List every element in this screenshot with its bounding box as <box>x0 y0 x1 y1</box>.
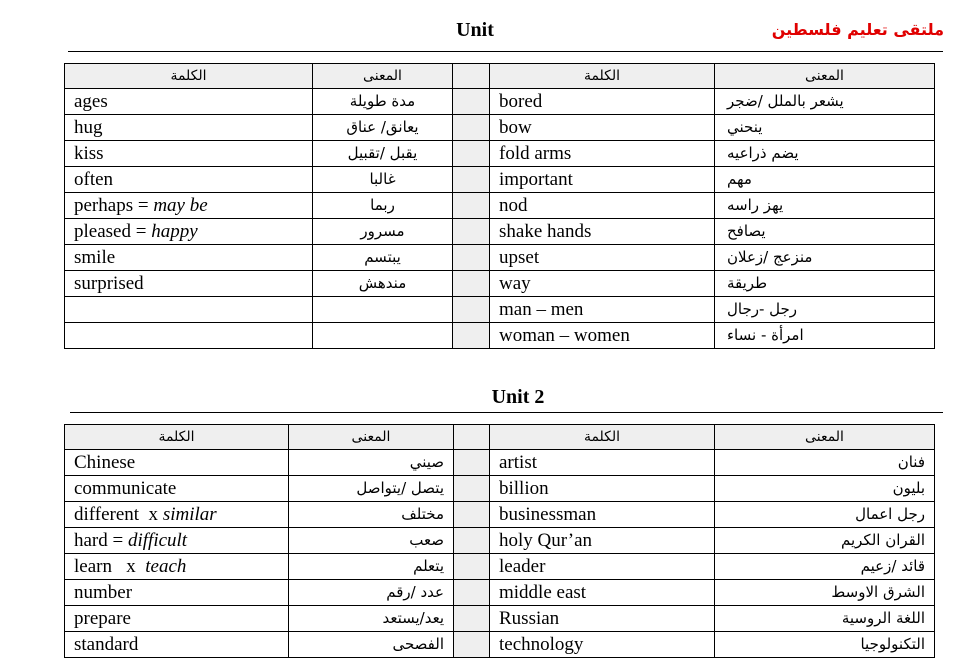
word-cell <box>65 580 289 606</box>
word-cell <box>65 450 289 476</box>
meaning-text: مختلف <box>401 505 444 523</box>
unit2-title: Unit 2 <box>491 386 545 408</box>
word-cell <box>490 271 715 297</box>
word-text: standard <box>74 634 139 655</box>
meaning-cell <box>715 528 935 554</box>
meaning-cell <box>715 193 935 219</box>
word-cell <box>65 219 313 245</box>
meaning-text: يهز راسه <box>727 196 784 214</box>
meaning-cell <box>313 219 453 245</box>
word-text: pleased = <box>74 221 152 242</box>
word-cell <box>65 245 313 271</box>
meaning-text: بليون <box>892 479 925 497</box>
meaning-cell <box>715 89 935 115</box>
meaning-text: امرأة - نساء <box>727 326 804 344</box>
meaning-text: يتعلم <box>413 557 444 575</box>
word-text: way <box>499 273 531 294</box>
table-header-row <box>65 64 935 89</box>
meaning-text: مهم <box>727 170 752 188</box>
meaning-text: ربما <box>370 196 395 214</box>
meaning-text: مسرور <box>360 222 405 240</box>
word-text: smile <box>74 247 116 268</box>
meaning-cell <box>715 476 935 502</box>
word-text: learn x <box>74 556 146 577</box>
meaning-text: الشرق الاوسط <box>831 583 925 601</box>
column-header-word: الكلمة <box>65 425 289 450</box>
word-cell <box>65 476 289 502</box>
word-text: businessman <box>499 504 597 525</box>
meaning-text: منزعج /زعلان <box>727 248 813 266</box>
table-row <box>65 167 935 193</box>
site-name: ملتقى تعليم فلسطين <box>771 20 944 39</box>
word-text: often <box>74 169 114 190</box>
meaning-text: فنان <box>897 453 925 471</box>
meaning-cell <box>313 115 453 141</box>
meaning-cell <box>313 323 453 349</box>
meaning-cell <box>313 271 453 297</box>
word-text: surprised <box>74 273 144 294</box>
word-text: perhaps = <box>74 195 154 216</box>
meaning-text: مندهش <box>358 274 407 292</box>
word-cell <box>65 606 289 632</box>
meaning-text: رجل -رجال <box>727 300 798 318</box>
table-row <box>65 141 935 167</box>
table-row <box>65 554 935 580</box>
column-gap <box>453 115 490 141</box>
column-gap <box>453 219 490 245</box>
word-synonym-text: may be <box>153 195 208 216</box>
meaning-cell <box>715 450 935 476</box>
table-row <box>65 528 935 554</box>
meaning-cell <box>715 219 935 245</box>
meaning-cell <box>715 554 935 580</box>
unit1-divider <box>68 51 943 52</box>
column-gap <box>453 141 490 167</box>
meaning-text: رجل اعمال <box>855 505 925 523</box>
word-cell <box>65 554 289 580</box>
meaning-cell <box>289 580 454 606</box>
meaning-cell <box>313 193 453 219</box>
column-gap <box>453 64 490 89</box>
word-cell <box>490 323 715 349</box>
meaning-text: يشعر بالملل /ضجر <box>727 92 844 110</box>
meaning-text: القران الكريم <box>840 531 925 549</box>
table-row <box>65 193 935 219</box>
word-cell <box>65 167 313 193</box>
meaning-cell <box>715 141 935 167</box>
word-synonym-text: teach <box>145 556 187 577</box>
meaning-text: يعد/يستعد <box>382 609 444 627</box>
column-gap <box>453 245 490 271</box>
meaning-text: مدة طويلة <box>349 92 416 110</box>
word-cell <box>65 323 313 349</box>
column-header-meaning: المعنى <box>715 425 935 450</box>
word-synonym-text: similar <box>162 504 217 525</box>
table-row <box>65 323 935 349</box>
meaning-text: صعب <box>409 531 444 549</box>
column-gap <box>454 632 490 658</box>
word-cell <box>490 297 715 323</box>
word-text: nod <box>499 195 528 216</box>
word-cell <box>65 115 313 141</box>
meaning-text: يقبل /تقبيل <box>347 144 418 162</box>
word-text: upset <box>499 247 540 268</box>
word-cell <box>65 502 289 528</box>
column-gap <box>453 89 490 115</box>
word-cell <box>490 476 715 502</box>
word-text: bored <box>499 91 543 112</box>
column-gap <box>453 271 490 297</box>
meaning-cell <box>715 271 935 297</box>
word-text: prepare <box>74 608 131 629</box>
word-text: billion <box>499 478 549 499</box>
word-text: ages <box>74 91 108 112</box>
column-gap <box>453 167 490 193</box>
meaning-cell <box>289 476 454 502</box>
meaning-cell <box>715 580 935 606</box>
meaning-cell <box>313 141 453 167</box>
column-header-meaning: المعنى <box>313 64 453 89</box>
meaning-cell <box>313 297 453 323</box>
word-text: kiss <box>74 143 104 164</box>
word-text: artist <box>499 452 537 473</box>
unit2-divider <box>70 412 943 413</box>
meaning-cell <box>715 632 935 658</box>
word-text: important <box>499 169 573 190</box>
table-row <box>65 502 935 528</box>
table-row <box>65 580 935 606</box>
meaning-cell <box>313 167 453 193</box>
meaning-text: يعانق/ عناق <box>346 118 419 136</box>
meaning-cell <box>289 528 454 554</box>
meaning-text: قائد /زعيم <box>860 557 925 575</box>
word-synonym-text: happy <box>151 221 198 242</box>
table-row <box>65 89 935 115</box>
unit2-vocab-table <box>64 424 935 658</box>
word-cell <box>490 580 715 606</box>
word-cell <box>65 141 313 167</box>
word-text: hard = <box>74 530 128 551</box>
word-text: holy Qur’an <box>499 530 593 551</box>
meaning-text: يتصل /يتواصل <box>356 479 444 497</box>
column-header-word: الكلمة <box>490 425 715 450</box>
table-row <box>65 245 935 271</box>
column-gap <box>454 450 490 476</box>
column-gap <box>453 323 490 349</box>
word-cell <box>65 528 289 554</box>
meaning-text: طريقة <box>727 274 768 292</box>
meaning-text: يصافح <box>727 222 766 240</box>
word-text: hug <box>74 117 103 138</box>
word-text: fold arms <box>499 143 572 164</box>
meaning-cell <box>715 245 935 271</box>
word-text: man – men <box>499 299 584 320</box>
unit1-title: Unit <box>456 19 494 41</box>
meaning-text: اللغة الروسية <box>841 609 925 627</box>
meaning-text: صيني <box>409 453 444 471</box>
column-header-word: الكلمة <box>490 64 715 89</box>
meaning-cell <box>313 245 453 271</box>
word-synonym-text: difficult <box>127 530 188 551</box>
word-cell <box>490 115 715 141</box>
table-row <box>65 606 935 632</box>
column-header-meaning: المعنى <box>715 64 935 89</box>
word-text: woman – women <box>499 325 630 346</box>
meaning-cell <box>715 167 935 193</box>
meaning-text: يبتسم <box>364 248 401 266</box>
meaning-cell <box>313 89 453 115</box>
word-text: leader <box>499 556 546 577</box>
word-cell <box>490 606 715 632</box>
word-cell <box>490 193 715 219</box>
word-cell <box>490 632 715 658</box>
column-gap <box>454 554 490 580</box>
column-gap <box>454 580 490 606</box>
word-cell <box>490 245 715 271</box>
meaning-cell <box>715 297 935 323</box>
word-cell <box>490 450 715 476</box>
word-text: technology <box>499 634 584 655</box>
column-header-meaning: المعنى <box>289 425 454 450</box>
word-cell <box>65 297 313 323</box>
column-gap <box>454 476 490 502</box>
word-cell <box>490 167 715 193</box>
word-text: Chinese <box>74 452 136 473</box>
meaning-cell <box>289 632 454 658</box>
word-text: different x <box>74 504 163 525</box>
meaning-cell <box>289 554 454 580</box>
table-row <box>65 632 935 658</box>
word-cell <box>65 271 313 297</box>
meaning-cell <box>289 450 454 476</box>
word-text: Russian <box>499 608 560 629</box>
table-row <box>65 219 935 245</box>
meaning-text: عدد /رقم <box>386 583 444 601</box>
table-row <box>65 476 935 502</box>
meaning-cell <box>289 502 454 528</box>
word-cell <box>490 502 715 528</box>
column-header-word: الكلمة <box>65 64 313 89</box>
word-cell <box>490 89 715 115</box>
column-gap <box>454 502 490 528</box>
table-row <box>65 115 935 141</box>
meaning-cell <box>715 323 935 349</box>
meaning-text: غالبا <box>369 170 396 188</box>
word-cell <box>490 219 715 245</box>
meaning-cell <box>715 606 935 632</box>
column-gap <box>453 193 490 219</box>
word-cell <box>65 89 313 115</box>
table-row <box>65 271 935 297</box>
word-text: bow <box>499 117 532 138</box>
table-header-row <box>65 425 935 450</box>
word-cell <box>490 528 715 554</box>
column-gap <box>454 606 490 632</box>
meaning-cell <box>715 502 935 528</box>
column-gap <box>453 297 490 323</box>
word-text: number <box>74 582 133 603</box>
word-cell <box>65 193 313 219</box>
column-gap <box>454 528 490 554</box>
table-row <box>65 450 935 476</box>
meaning-text: يضم ذراعيه <box>727 144 799 162</box>
meaning-cell <box>715 115 935 141</box>
column-gap <box>454 425 490 450</box>
meaning-cell <box>289 606 454 632</box>
word-cell <box>490 141 715 167</box>
meaning-text: ينحني <box>727 118 763 136</box>
meaning-text: الفصحى <box>392 635 444 653</box>
word-text: shake hands <box>499 221 592 242</box>
word-text: communicate <box>74 478 177 499</box>
unit1-vocab-table <box>64 63 935 349</box>
meaning-text: التكنولوجيا <box>860 635 925 653</box>
word-cell <box>490 554 715 580</box>
table-row <box>65 297 935 323</box>
word-cell <box>65 632 289 658</box>
word-text: middle east <box>499 582 587 603</box>
